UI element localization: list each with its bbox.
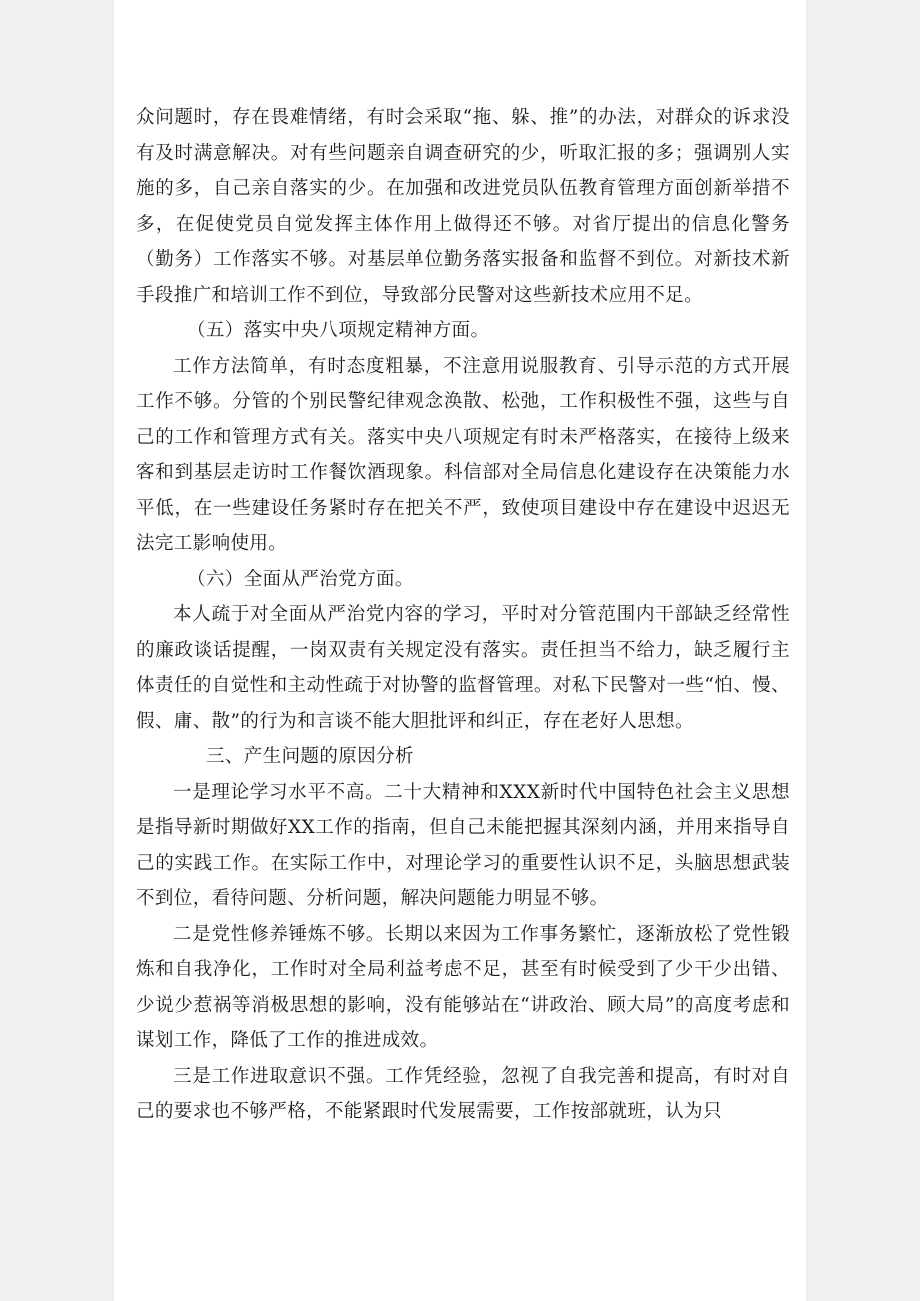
body-paragraph: 本人疏于对全面从严治党内容的学习，平时对分管范围内干部缺乏经常性的廉政谈话提醒，一岗双责有关规定没有落实。责任担当不给力，缺乏履行主体责任的自觉性和主动性疏于对协警的监督管理。对私下民警对一些“怕、慢、假、庸、散”的行为和言谈不能大胆批评和纠正，存在老好人思想。 [136, 604, 790, 732]
body-paragraph: 工作方法简单，有时态度粗暴，不注意用说服教育、引导示范的方式开展工作不够。分管的个别民警纪律观念涣散、松弛，工作积极性不强，这些与自己的工作和管理方式有关。落实中央八项规定有时未严格落实，在接待上级来客和到基层走访时工作餐饮酒现象。科信部对全局信息化建设存在决策能力水平低，在一些建设任务紧时存在把关不严，致使项目建设中存在建设中迟迟无法完工影响使用。 [136, 355, 790, 554]
subheading-five: （五）落实中央八项规定精神方面。 [187, 320, 490, 341]
document-page [114, 0, 806, 1301]
body-paragraph: 众问题时，存在畏难情绪，有时会采取“拖、躲、推”的办法，对群众的诉求没有及时满意解决。对有些问题亲自调查研究的少，听取汇报的多；强调别人实施的多，自己亲自落实的少。在加强和改进党员队伍教育管理方面创新举措不多，在促使党员自觉发挥主体作用上做得还不够。对省厅提出的信息化警务（勤务）工作落实不够。对基层单位勤务落实报备和监督不到位。对新技术新手段推广和培训工作不到位，导致部分民警对这些新技术应用不足。 [136, 107, 790, 306]
section-heading-three: 三、产生问题的原因分析 [206, 746, 414, 767]
body-paragraph: 三是工作进取意识不强。工作凭经验，忽视了自我完善和提高，有时对自己的要求也不够严格，不能紧跟时代发展需要，工作按部就班，认为只 [136, 1065, 790, 1122]
document-body [136, 100, 790, 1130]
subheading-six: （六）全面从严治党方面。 [187, 568, 414, 590]
body-paragraph: 一是理论学习水平不高。二十大精神和XXX新时代中国特色社会主义思想是指导新时期做好XX工作的指南，但自己未能把握其深刻内涵，并用来指导自己的实践工作。在实际工作中，对理论学习的重要性认识不足，头脑思想武装不到位，看待问题、分析问题，解决问题能力明显不够。 [136, 781, 790, 909]
body-paragraph: 二是党性修养锤炼不够。长期以来因为工作事务繁忙，逐渐放松了党性锻炼和自我净化，工作时对全局利益考虑不足，甚至有时候受到了少干少出错、少说少惹祸等消极思想的影响，没有能够站在“讲政治、顾大局”的高度考虑和谋划工作，降低了工作的推进成效。 [136, 923, 790, 1051]
